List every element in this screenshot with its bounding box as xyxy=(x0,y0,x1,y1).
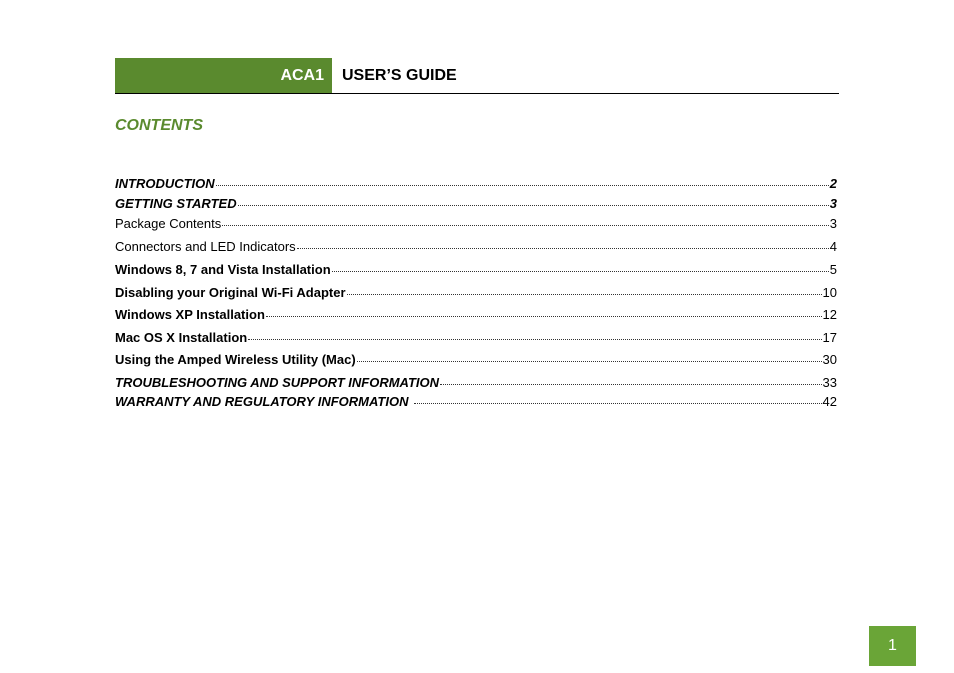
toc-leader-dots xyxy=(248,339,821,340)
toc-entry-label: Mac OS X Installation xyxy=(115,330,248,345)
toc-leader-dots xyxy=(266,316,822,317)
toc-leader-dots xyxy=(222,225,829,226)
toc-leader-dots xyxy=(216,185,829,186)
contents-heading: CONTENTS xyxy=(115,117,203,134)
toc-entry-page: 3 xyxy=(829,216,837,231)
toc-entry-page: 30 xyxy=(822,352,837,367)
page-header xyxy=(115,58,839,94)
toc-entry-page: 10 xyxy=(822,285,837,300)
product-label: ACA1 xyxy=(115,58,332,93)
toc-entry-page: 17 xyxy=(822,330,837,345)
toc-leader-dots xyxy=(297,248,829,249)
toc-entry-amped-utility-mac[interactable] xyxy=(115,351,837,368)
toc-entry-connectors-led[interactable] xyxy=(115,238,837,255)
toc-leader-dots xyxy=(332,271,829,272)
toc-entry-page: 4 xyxy=(829,239,837,254)
toc-entry-getting-started[interactable] xyxy=(115,195,837,212)
toc-entry-page: 33 xyxy=(822,375,837,390)
toc-entry-label: Windows 8, 7 and Vista Installation xyxy=(115,262,331,277)
toc-leader-dots xyxy=(440,384,821,385)
toc-leader-dots xyxy=(414,403,821,404)
toc-entry-label: Connectors and LED Indicators xyxy=(115,239,296,254)
page-number: 1 xyxy=(869,626,916,666)
toc-entry-page: 42 xyxy=(822,394,837,409)
toc-entry-label: TROUBLESHOOTING AND SUPPORT INFORMATION xyxy=(115,375,440,390)
toc-entry-page: 3 xyxy=(829,196,837,211)
toc-entry-mac-os-x[interactable] xyxy=(115,329,837,346)
toc-entry-windows-xp[interactable] xyxy=(115,306,837,323)
toc-entry-label: Windows XP Installation xyxy=(115,307,265,322)
document-title: USER’S GUIDE xyxy=(342,66,457,84)
toc-leader-dots xyxy=(357,361,822,362)
toc-entry-label: INTRODUCTION xyxy=(115,176,215,191)
toc-entry-label: Package Contents xyxy=(115,216,222,231)
toc-entry-warranty[interactable] xyxy=(115,393,837,410)
toc-entry-page: 12 xyxy=(822,307,837,322)
toc-entry-label: WARRANTY AND REGULATORY INFORMATION xyxy=(115,394,409,409)
toc-entry-introduction[interactable] xyxy=(115,175,837,192)
toc-entry-package-contents[interactable] xyxy=(115,215,837,232)
toc-entry-troubleshooting[interactable] xyxy=(115,374,837,391)
toc-entry-windows-8-7-vista[interactable] xyxy=(115,261,837,278)
toc-leader-dots xyxy=(238,205,829,206)
toc-entry-label: Disabling your Original Wi-Fi Adapter xyxy=(115,285,346,300)
toc-leader-dots xyxy=(347,294,822,295)
toc-entry-page: 5 xyxy=(829,262,837,277)
toc-entry-label: GETTING STARTED xyxy=(115,196,237,211)
toc-entry-label: Using the Amped Wireless Utility (Mac) xyxy=(115,352,356,367)
toc-entry-page: 2 xyxy=(829,176,837,191)
toc-entry-disabling-wifi[interactable] xyxy=(115,284,837,301)
table-of-contents xyxy=(115,175,837,410)
